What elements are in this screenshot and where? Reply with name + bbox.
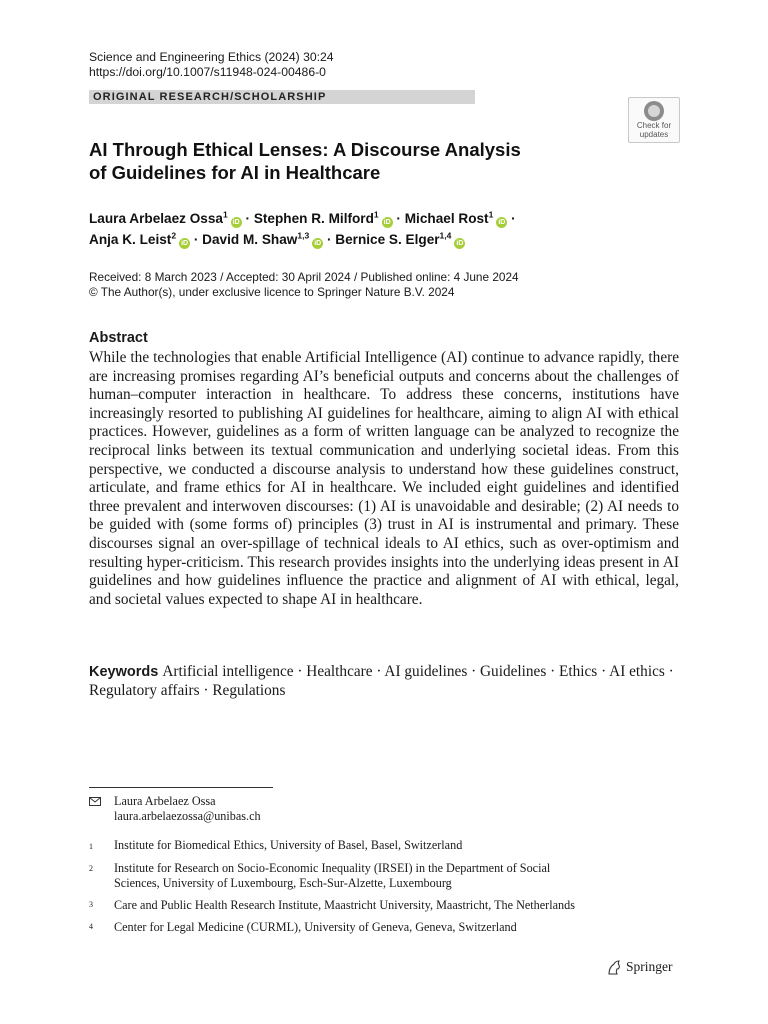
keywords-list: Artificial intelligence · Healthcare · AI guidelines · Guidelines · Ethics · AI ethics · Regulatory affairs · Regulations [89,663,674,699]
affiliation-line: Sciences, University of Luxembourg, Esch-Sur-Alzette, Luxembourg [114,875,452,890]
abstract-heading: Abstract [89,330,148,346]
affiliation-1-text [114,838,462,853]
affiliation-4-text [114,920,517,935]
affiliation-number: 3 [89,900,93,909]
author-affiliation-ref: 1 [373,209,379,220]
author-name[interactable]: David M. Shaw [202,232,298,247]
author-name[interactable]: Stephen R. Milford [253,211,374,226]
affiliation-number: 4 [89,922,93,931]
affiliation-number: 2 [89,864,93,873]
abstract-text: While the technologies that enable Artificial Intelligence (AI) continue to advance rapidly, there are increasing promises regarding AI’s beneficial outputs and concerns about the challenges of human–computer interaction in healthcare. To address these concerns, institutions have increasingly resorted to publishing AI guidelines for healthcare, aiming to align AI with ethical practices. However, guidelines as a form of written language can be analyzed to recognize the reciprocal links between its textual communication and underlying societal ideas. From this perspective, we conducted a discourse analysis to understand how these guidelines construct, articulate, and frame ethics for AI in healthcare. We included eight guidelines and identified three prevalent and interwoven discourses: (1) AI is unavoidable and desirable; (2) AI needs to be guided with (some forms of) principles (3) trust in AI is instrumental and primary. These discourses signal an over-spillage of technical ideals to AI ethics, such as over-optimism and resulting hyper-criticism. This research provides insights into the underlying ideas present in AI guidelines and how guidelines influence the practice and alignment of AI with ethical, legal, and societal values expected to shape AI in healthcare. [89,349,679,608]
affiliation-3 [89,896,93,913]
author-affiliation-ref: 1,4 [439,230,452,241]
envelope-icon [89,797,101,806]
article-type-banner [89,90,475,104]
author-separator: · [511,211,516,226]
orcid-icon[interactable]: iD [232,219,240,226]
article-type-label: ORIGINAL RESEARCH/SCHOLARSHIP [93,91,327,103]
author-affiliation-ref: 1 [223,209,228,220]
check-updates-icon [644,101,664,121]
title-line-2: of Guidelines for AI in Healthcare [89,162,381,183]
orcid-icon[interactable]: iD [456,240,464,247]
author-separator: · [245,211,251,226]
publisher-name: Springer [626,959,673,974]
author-separator: · [193,232,199,247]
footnote-divider [89,787,273,788]
dates-line: Received: 8 March 2023 / Accepted: 30 April 2024 / Published online: 4 June 2024 [89,270,519,284]
publication-dates [89,270,519,300]
doi-link[interactable]: https://doi.org/10.1007/s11948-024-00486-0 [89,65,326,79]
author-name[interactable]: Michael Rost [404,211,489,226]
affiliation-line: Institute for Biomedical Ethics, University of Basel, Basel, Switzerland [114,838,463,852]
corresponding-author-name: Laura Arbelaez Ossa [114,794,216,808]
author-separator: · [326,232,332,247]
author-affiliation-ref: 1 [488,209,494,220]
corresponding-author-email[interactable]: laura.arbelaezossa@unibas.ch [114,808,261,823]
author-line-2 [89,229,649,250]
orcid-icon[interactable]: iD [181,240,189,247]
copyright-line: © The Author(s), under exclusive licence to Springer Nature B.V. 2024 [89,285,455,299]
affiliation-line: Care and Public Health Research Institute, Maastricht University, Maastricht, The Netherlands [114,898,575,912]
author-name[interactable]: Bernice S. Elger [335,232,440,247]
title-line-1: AI Through Ethical Lenses: A Discourse Analysis [89,139,521,160]
author-name[interactable]: Anja K. Leist [89,232,172,247]
author-separator: · [396,211,401,226]
journal-citation: Science and Engineering Ethics (2024) 30:24 [89,50,334,64]
affiliation-line: Institute for Research on Socio-Economic Inequality (IRSEI) in the Department of Social [114,861,551,875]
affiliation-number: 1 [89,842,93,851]
affiliation-1 [89,838,93,855]
check-updates-line2: updates [639,129,669,139]
check-updates-line1: Check for [636,121,672,130]
correspondence [114,794,261,823]
author-affiliation-ref: 2 [171,230,177,241]
orcid-icon[interactable]: iD [383,219,391,226]
affiliation-4 [89,918,93,935]
author-list [89,208,649,250]
author-affiliation-ref: 1,3 [297,230,310,241]
affiliation-2 [89,860,93,877]
keywords-section [89,663,679,700]
author-name[interactable]: Laura Arbelaez Ossa [89,211,223,226]
author-line-1 [89,208,649,229]
springer-horse-icon [606,960,622,975]
affiliation-2-text [114,861,550,890]
affiliation-3-text [114,898,575,913]
paper-title [89,138,609,184]
journal-header [89,50,334,80]
check-for-updates-badge[interactable] [628,97,680,143]
orcid-icon[interactable]: iD [498,219,506,226]
orcid-icon[interactable]: iD [314,240,322,247]
keywords-label: Keywords [89,664,159,680]
affiliation-line: Center for Legal Medicine (CURML), University of Geneva, Geneva, Switzerland [114,920,517,934]
